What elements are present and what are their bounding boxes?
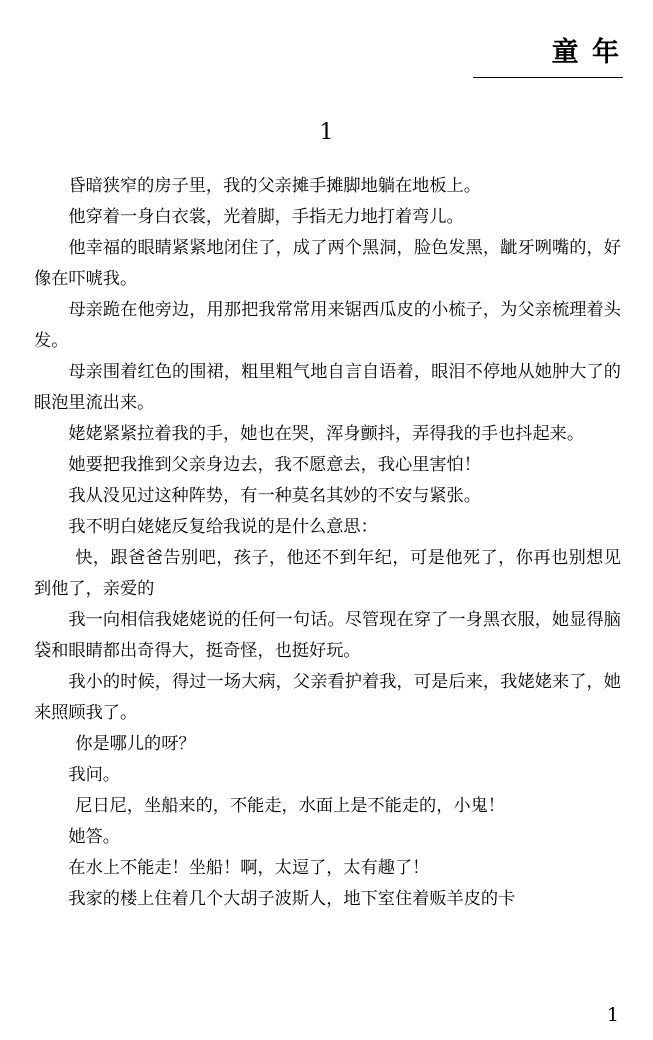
- paragraph: 我一向相信我姥姥说的任何一句话。尽管现在穿了一身黑衣服，她显得脑袋和眼睛都出奇得大，挺奇怪，也挺好玩。: [34, 610, 621, 661]
- chapter-number: 1: [319, 120, 334, 145]
- paragraph: 他穿着一身白衣裳，光着脚，手指无力地打着弯儿。: [68, 207, 464, 227]
- body-text: [28, 171, 625, 915]
- paragraph: 在水上不能走！坐船！啊，太逗了，太有趣了！: [68, 858, 430, 878]
- paragraph: 我家的楼上住着几个大胡子波斯人，地下室住着贩羊皮的卡: [68, 889, 516, 909]
- page-number: 1: [606, 1004, 619, 1026]
- paragraph: 母亲围着红色的围裙，粗里粗气地自言自语着，眼泪不停地从她肿大了的眼泡里流出来。: [34, 362, 621, 413]
- book-title: 童 年: [551, 37, 621, 68]
- paragraph: 他幸福的眼睛紧紧地闭住了，成了两个黑洞，脸色发黑，龇牙咧嘴的，好像在吓唬我。: [34, 238, 621, 289]
- paragraph: 姥姥紧紧拉着我的手，她也在哭，浑身颤抖，弄得我的手也抖起来。: [68, 424, 585, 444]
- paragraph: 母亲跪在他旁边，用那把我常常用来锯西瓜皮的小梳子，为父亲梳理着头发。: [34, 300, 621, 351]
- paragraph: 我不明白姥姥反复给我说的是什么意思：: [68, 517, 378, 537]
- title-underline: [473, 77, 623, 78]
- paragraph: 我从没见过这种阵势，有一种莫名其妙的不安与紧张。: [68, 486, 481, 506]
- paragraph: 快，跟爸爸告别吧，孩子，他还不到年纪，可是他死了，你再也别想见到他了，亲爱的: [34, 548, 621, 599]
- paragraph: 昏暗狭窄的房子里，我的父亲摊手摊脚地躺在地板上。: [68, 176, 481, 196]
- paragraph: 她要把我推到父亲身边去，我不愿意去，我心里害怕！: [68, 455, 481, 475]
- paragraph: 我小的时候，得过一场大病，父亲看护着我，可是后来，我姥姥来了，她来照顾我了。: [34, 672, 621, 723]
- book-title-block: [28, 0, 625, 78]
- paragraph: 你是哪儿的呀？: [75, 734, 196, 754]
- paragraph: 我问。: [68, 765, 120, 785]
- paragraph: 她答。: [68, 827, 120, 847]
- paragraph: 尼日尼，坐船来的，不能走，水面上是不能走的，小鬼！: [75, 796, 505, 816]
